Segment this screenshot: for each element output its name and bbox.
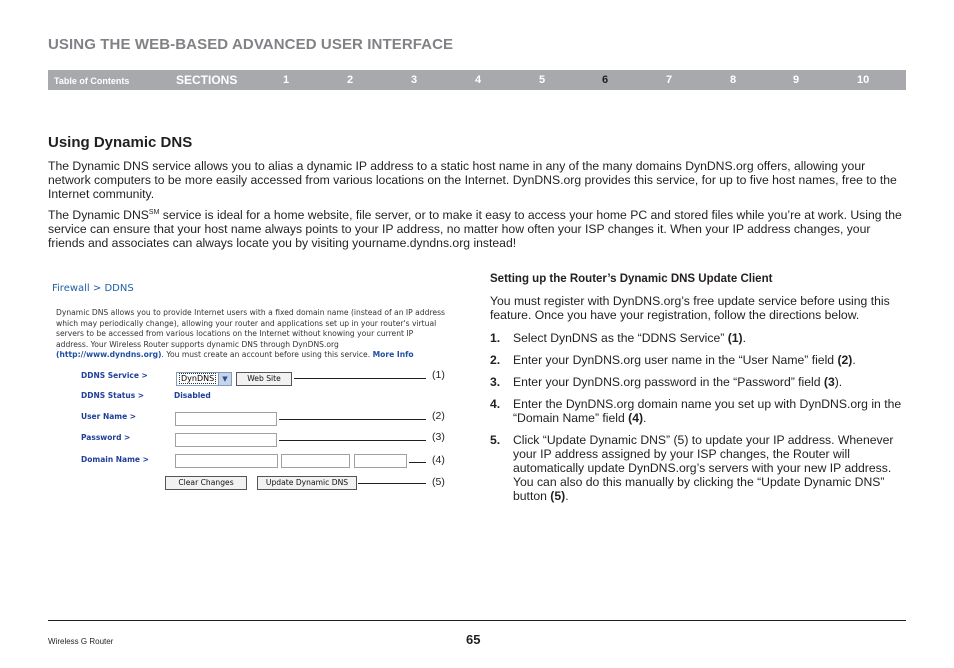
ddns-service-value: DynDNS — [181, 374, 215, 383]
screenshot-desc-tail: . You must create an account before using this service. — [161, 350, 371, 359]
section-navbar — [48, 70, 906, 90]
step-2-body: Enter your DynDNS.org user name in the “User Name” field — [513, 353, 838, 367]
page-number: 65 — [466, 632, 481, 647]
step-4-text — [513, 397, 908, 425]
callout-label-2: (2) — [432, 410, 445, 422]
nav-section-6[interactable]: 6 — [602, 74, 609, 86]
ddns-service-label: DDNS Service > — [81, 371, 148, 380]
update-dynamic-dns-button[interactable]: Update Dynamic DNS — [257, 476, 357, 490]
callout-label-1: (1) — [432, 369, 445, 381]
step-5-tail: . — [565, 489, 569, 503]
user-name-label: User Name > — [81, 412, 137, 421]
chevron-down-icon: ▼ — [218, 373, 231, 385]
step-5-body: Click “Update Dynamic DNS” (5) to update your IP address. Whenever your IP address assigned by your ISP changes, the Router will automatically update DynDNS.org’s servers with your new IP address. You can also do this manually by clicking the “Update Dynamic DNS” button — [513, 433, 894, 503]
nav-section-1[interactable]: 1 — [283, 74, 290, 86]
section-title: Using Dynamic DNS — [48, 134, 193, 151]
domain-name-input-2[interactable] — [281, 454, 350, 468]
callout-label-4: (4) — [432, 454, 445, 466]
step-4-ref: (4) — [628, 411, 644, 425]
nav-table-of-contents[interactable]: Table of Contents — [54, 76, 130, 86]
step-4-number: 4. — [490, 397, 501, 411]
user-name-input[interactable] — [175, 412, 277, 426]
password-label: Password > — [81, 433, 131, 442]
step-5-ref: (5) — [550, 489, 566, 503]
ddns-status-value: Disabled — [174, 391, 211, 400]
nav-section-10[interactable]: 10 — [857, 74, 870, 86]
header-title: USING THE WEB-BASED ADVANCED USER INTERFACE — [48, 36, 454, 53]
step-1-body: Select DynDNS as the “DDNS Service” — [513, 331, 728, 345]
footer-divider — [48, 620, 906, 621]
callout-line-5 — [358, 483, 426, 484]
nav-section-2[interactable]: 2 — [347, 74, 354, 86]
clear-changes-button[interactable]: Clear Changes — [165, 476, 247, 490]
step-1-ref: (1) — [727, 331, 743, 345]
callout-label-3: (3) — [432, 431, 445, 443]
web-site-button[interactable]: Web Site — [236, 372, 292, 386]
setup-intro: You must register with DynDNS.org’s free update service before using this feature. Once you have your registration, follow the directions below. — [490, 294, 890, 322]
callout-line-2 — [279, 419, 426, 420]
callout-line-3 — [279, 440, 426, 441]
step-1-number: 1. — [490, 331, 501, 345]
step-3-tail: ). — [834, 375, 843, 389]
step-2-number: 2. — [490, 353, 501, 367]
password-input[interactable] — [175, 433, 277, 447]
step-2-ref: (2) — [837, 353, 853, 367]
nav-section-5[interactable]: 5 — [539, 74, 546, 86]
ddns-screenshot — [48, 276, 448, 516]
service-paragraph-start: The Dynamic DNS — [48, 208, 149, 222]
setup-heading: Setting up the Router’s Dynamic DNS Update Client — [490, 273, 773, 285]
nav-section-3[interactable]: 3 — [411, 74, 418, 86]
screenshot-description — [56, 308, 446, 361]
nav-sections-label: SECTIONS — [176, 73, 238, 87]
callout-line-1 — [294, 378, 426, 379]
nav-section-8[interactable]: 8 — [730, 74, 737, 86]
ddns-service-select[interactable] — [176, 372, 232, 386]
step-1-tail: . — [742, 331, 746, 345]
step-3-number: 3. — [490, 375, 501, 389]
step-5-text — [513, 433, 908, 503]
step-3-body: Enter your DynDNS.org password in the “Password” field — [513, 375, 824, 389]
more-info-link[interactable]: More Info — [372, 350, 414, 359]
intro-paragraph: The Dynamic DNS service allows you to alias a dynamic IP address to a static host name in any of the many domains DynDNS.org offers, allowing your network computers to be more easily accessed from various locations on the Internet. DynDNS.org provides this service, for up to five host names, free to the Internet community. — [48, 159, 897, 201]
service-paragraph-rest: service is ideal for a home website, file server, or to make it easy to access your home PC and stored files while you’re at work. Using the service can ensure that your host name always points to your IP address, no matter how often your ISP changes it. When your IP address changes, your friends and associates can always locate you by visiting yourname.dyndns.org instead! — [48, 208, 902, 250]
footer-product: Wireless G Router — [48, 637, 114, 646]
step-4-body: Enter the DynDNS.org domain name you set up with DynDNS.org in the “Domain Name” field — [513, 397, 902, 425]
service-paragraph — [48, 208, 908, 250]
step-3-ref: (3 — [823, 375, 835, 389]
step-1-text — [513, 331, 908, 345]
screenshot-title: Firewall > DDNS — [52, 283, 134, 294]
step-3-text — [513, 375, 908, 389]
step-2-tail: . — [852, 353, 856, 367]
domain-name-input-1[interactable] — [175, 454, 278, 468]
domain-name-label: Domain Name > — [81, 455, 149, 464]
ddns-status-label: DDNS Status > — [81, 391, 145, 400]
service-mark: SM — [148, 208, 160, 216]
nav-section-4[interactable]: 4 — [475, 74, 482, 86]
step-2-text — [513, 353, 908, 367]
callout-label-5: (5) — [432, 476, 445, 488]
nav-section-9[interactable]: 9 — [793, 74, 800, 86]
dyndns-link[interactable]: (http://www.dyndns.org) — [56, 350, 162, 359]
screenshot-desc-text: Dynamic DNS allows you to provide Internet users with a fixed domain name (instead of an IP address which may periodically change), allowing your router and applications set up in your router's virtual servers to be accessed from various locations on the Internet without knowing your current IP address. Your Wireless Router supports dynamic DNS through DynDNS.org — [56, 308, 446, 349]
domain-name-input-3[interactable] — [354, 454, 407, 468]
callout-line-4 — [409, 462, 426, 463]
step-4-tail: . — [643, 411, 647, 425]
step-5-number: 5. — [490, 433, 501, 447]
nav-section-7[interactable]: 7 — [666, 74, 673, 86]
